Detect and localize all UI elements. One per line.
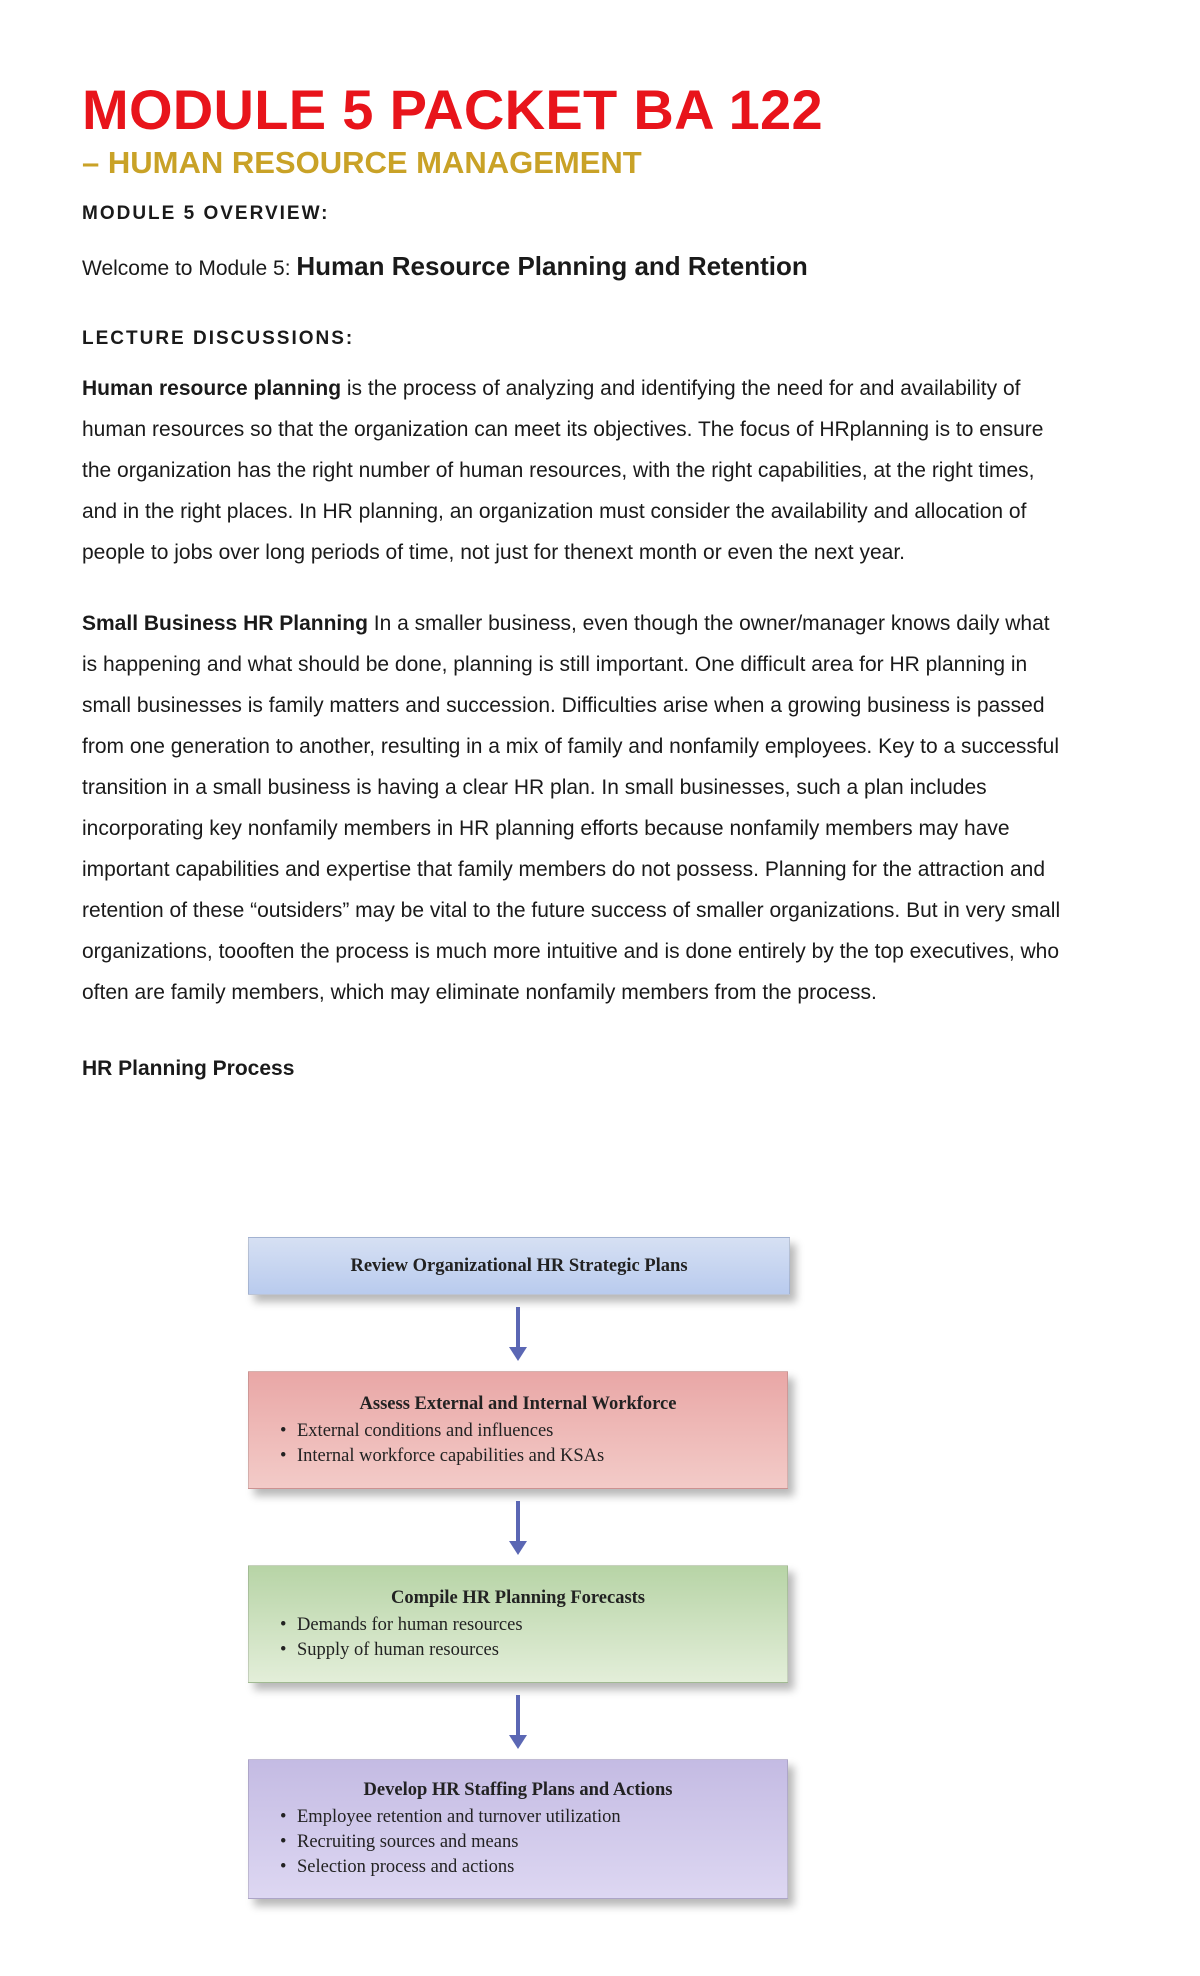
arrow-down-icon [248,1489,788,1565]
page-subtitle: – HUMAN RESOURCE MANAGEMENT [82,145,642,180]
bullet-icon: • [280,1857,287,1877]
step-title: Develop HR Staffing Plans and Actions [363,1780,673,1800]
paragraph-hr-planning [82,368,1062,573]
term-hr-planning: Human resource planning [82,377,342,401]
arrow-down-icon [248,1683,788,1759]
welcome-prefix: Welcome to Module 5: [82,257,297,281]
bullet-icon: • [280,1446,287,1466]
list-item: • External conditions and influences [297,1419,787,1444]
welcome-line [82,251,1062,282]
document-page [82,78,1062,1081]
term-small-business: Small Business HR Planning [82,612,368,636]
module-topic: Human Resource Planning and Retention [296,251,808,282]
step-items [249,1419,787,1469]
bullet-icon: • [280,1615,287,1635]
process-heading: HR Planning Process [82,1057,295,1081]
paragraph-small-business-text: In a smaller business, even though the owner/manager knows daily what is happening and what should be done, planning is still important. One difficult area for HR planning in small businesses is family matters and succession. Difficulties arise when a growing business is passed from one generation to another, resulting in a mix of family and nonfamily employees. Key to a successful transition in a small business is having a clear HR plan. In small businesses, such a plan includes incorporating key nonfamily members in HR planning efforts because nonfamily members may have important capabilities and expertise that family members do not possess. Planning for the attraction and retention of these “outsiders” may be vital to the future success of smaller organizations. But in very small organizations, toooften the process is much more intuitive and is done entirely by the top executives, who often are family members, which may eliminate nonfamily members from the process. [82,612,1061,1005]
overview-heading: MODULE 5 OVERVIEW: [82,203,330,225]
list-item: • Recruiting sources and means [297,1830,787,1855]
list-item: • Internal workforce capabilities and KSAs [297,1444,787,1469]
page-title: MODULE 5 PACKET BA 122 [82,78,823,141]
step-title: Assess External and Internal Workforce [359,1394,677,1414]
list-item: • Supply of human resources [297,1638,787,1663]
step-compile-forecasts [248,1565,788,1683]
step-title: Review Organizational HR Strategic Plans [350,1255,688,1276]
step-review-plans [248,1237,790,1295]
list-item: • Selection process and actions [297,1855,787,1880]
bullet-icon: • [280,1832,287,1852]
arrow-down-icon [248,1295,788,1371]
bullet-icon: • [280,1421,287,1441]
step-staffing-plans [248,1759,788,1899]
bullet-icon: • [280,1807,287,1827]
bullet-icon: • [280,1640,287,1660]
step-items [249,1805,787,1880]
step-items [249,1613,787,1663]
hr-planning-process-diagram [248,1237,808,1899]
list-item: • Demands for human resources [297,1613,787,1638]
step-assess-workforce [248,1371,788,1489]
lecture-heading: LECTURE DISCUSSIONS: [82,328,355,350]
list-item: • Employee retention and turnover utilization [297,1805,787,1830]
paragraph-hr-planning-text: is the process of analyzing and identifying the need for and availability of human resources so that the organization can meet its objectives. The focus of HRplanning is to ensure the organization has the right number of human resources, with the right capabilities, at the right times, and in the right places. In HR planning, an organization must consider the availability and allocation of people to jobs over long periods of time, not just for thenext month or even the next year. [82,377,1044,565]
paragraph-small-business [82,603,1062,1013]
step-title: Compile HR Planning Forecasts [390,1588,646,1608]
